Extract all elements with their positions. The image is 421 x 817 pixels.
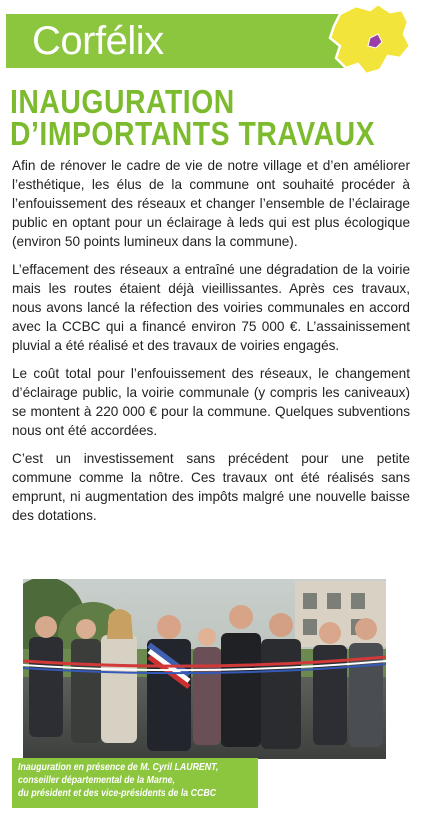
photo-caption: [12, 758, 258, 808]
paragraph: Le coût total pour l’enfouissement des réseaux, le changement d’éclairage public, la voirie communale (y compris les caniveaux) se montent à 220 000 € pour la commune. Quelques subventions nous ont été accordées.: [12, 366, 410, 438]
caption-line-3: du président et des vice-présidents de la CCBC: [18, 788, 217, 799]
region-map-icon: [318, 0, 414, 80]
commune-name: Corfélix: [32, 19, 164, 63]
caption-line-1: Inauguration en présence de M. Cyril LAURENT,: [18, 762, 219, 773]
headline-line-1: INAUGURATION: [10, 83, 235, 120]
paragraph: Afin de rénover le cadre de vie de notre village et d’en améliorer l’esthétique, les élus de la commune ont souhaité procéder à l’enfouissement des réseaux et changer l’ensemble de l’éclairage public en optant pour un éclairage à leds qui est plus écologique (environ 50 points lumineux dans la commune).: [12, 158, 410, 249]
inauguration-photo: [23, 579, 386, 759]
paragraph: L’effacement des réseaux a entraîné une dégradation de la voirie mais les routes étaient déjà vieillissantes. Après ces travaux, nous avons lancé la réfection des voiries communales en accord avec la CCBC qui a financé environ 75 000 €. L’assainissement pluvial a été réalisé et des travaux de voiries engagés.: [12, 262, 410, 353]
article-body: [12, 156, 410, 534]
caption-line-2: conseiller départemental de la Marne,: [18, 775, 175, 786]
headline-line-2: D’IMPORTANTS TRAVAUX: [10, 115, 376, 152]
photo-illustration: [23, 579, 386, 759]
article-headline: [10, 83, 376, 152]
paragraph: C’est un investissement sans précédent pour une petite commune comme la nôtre. Ces travaux ont été réalisés sans emprunt, ni augmentation des impôts malgré une nouvelle baisse des dotations.: [12, 451, 410, 523]
header-band: [6, 14, 351, 68]
